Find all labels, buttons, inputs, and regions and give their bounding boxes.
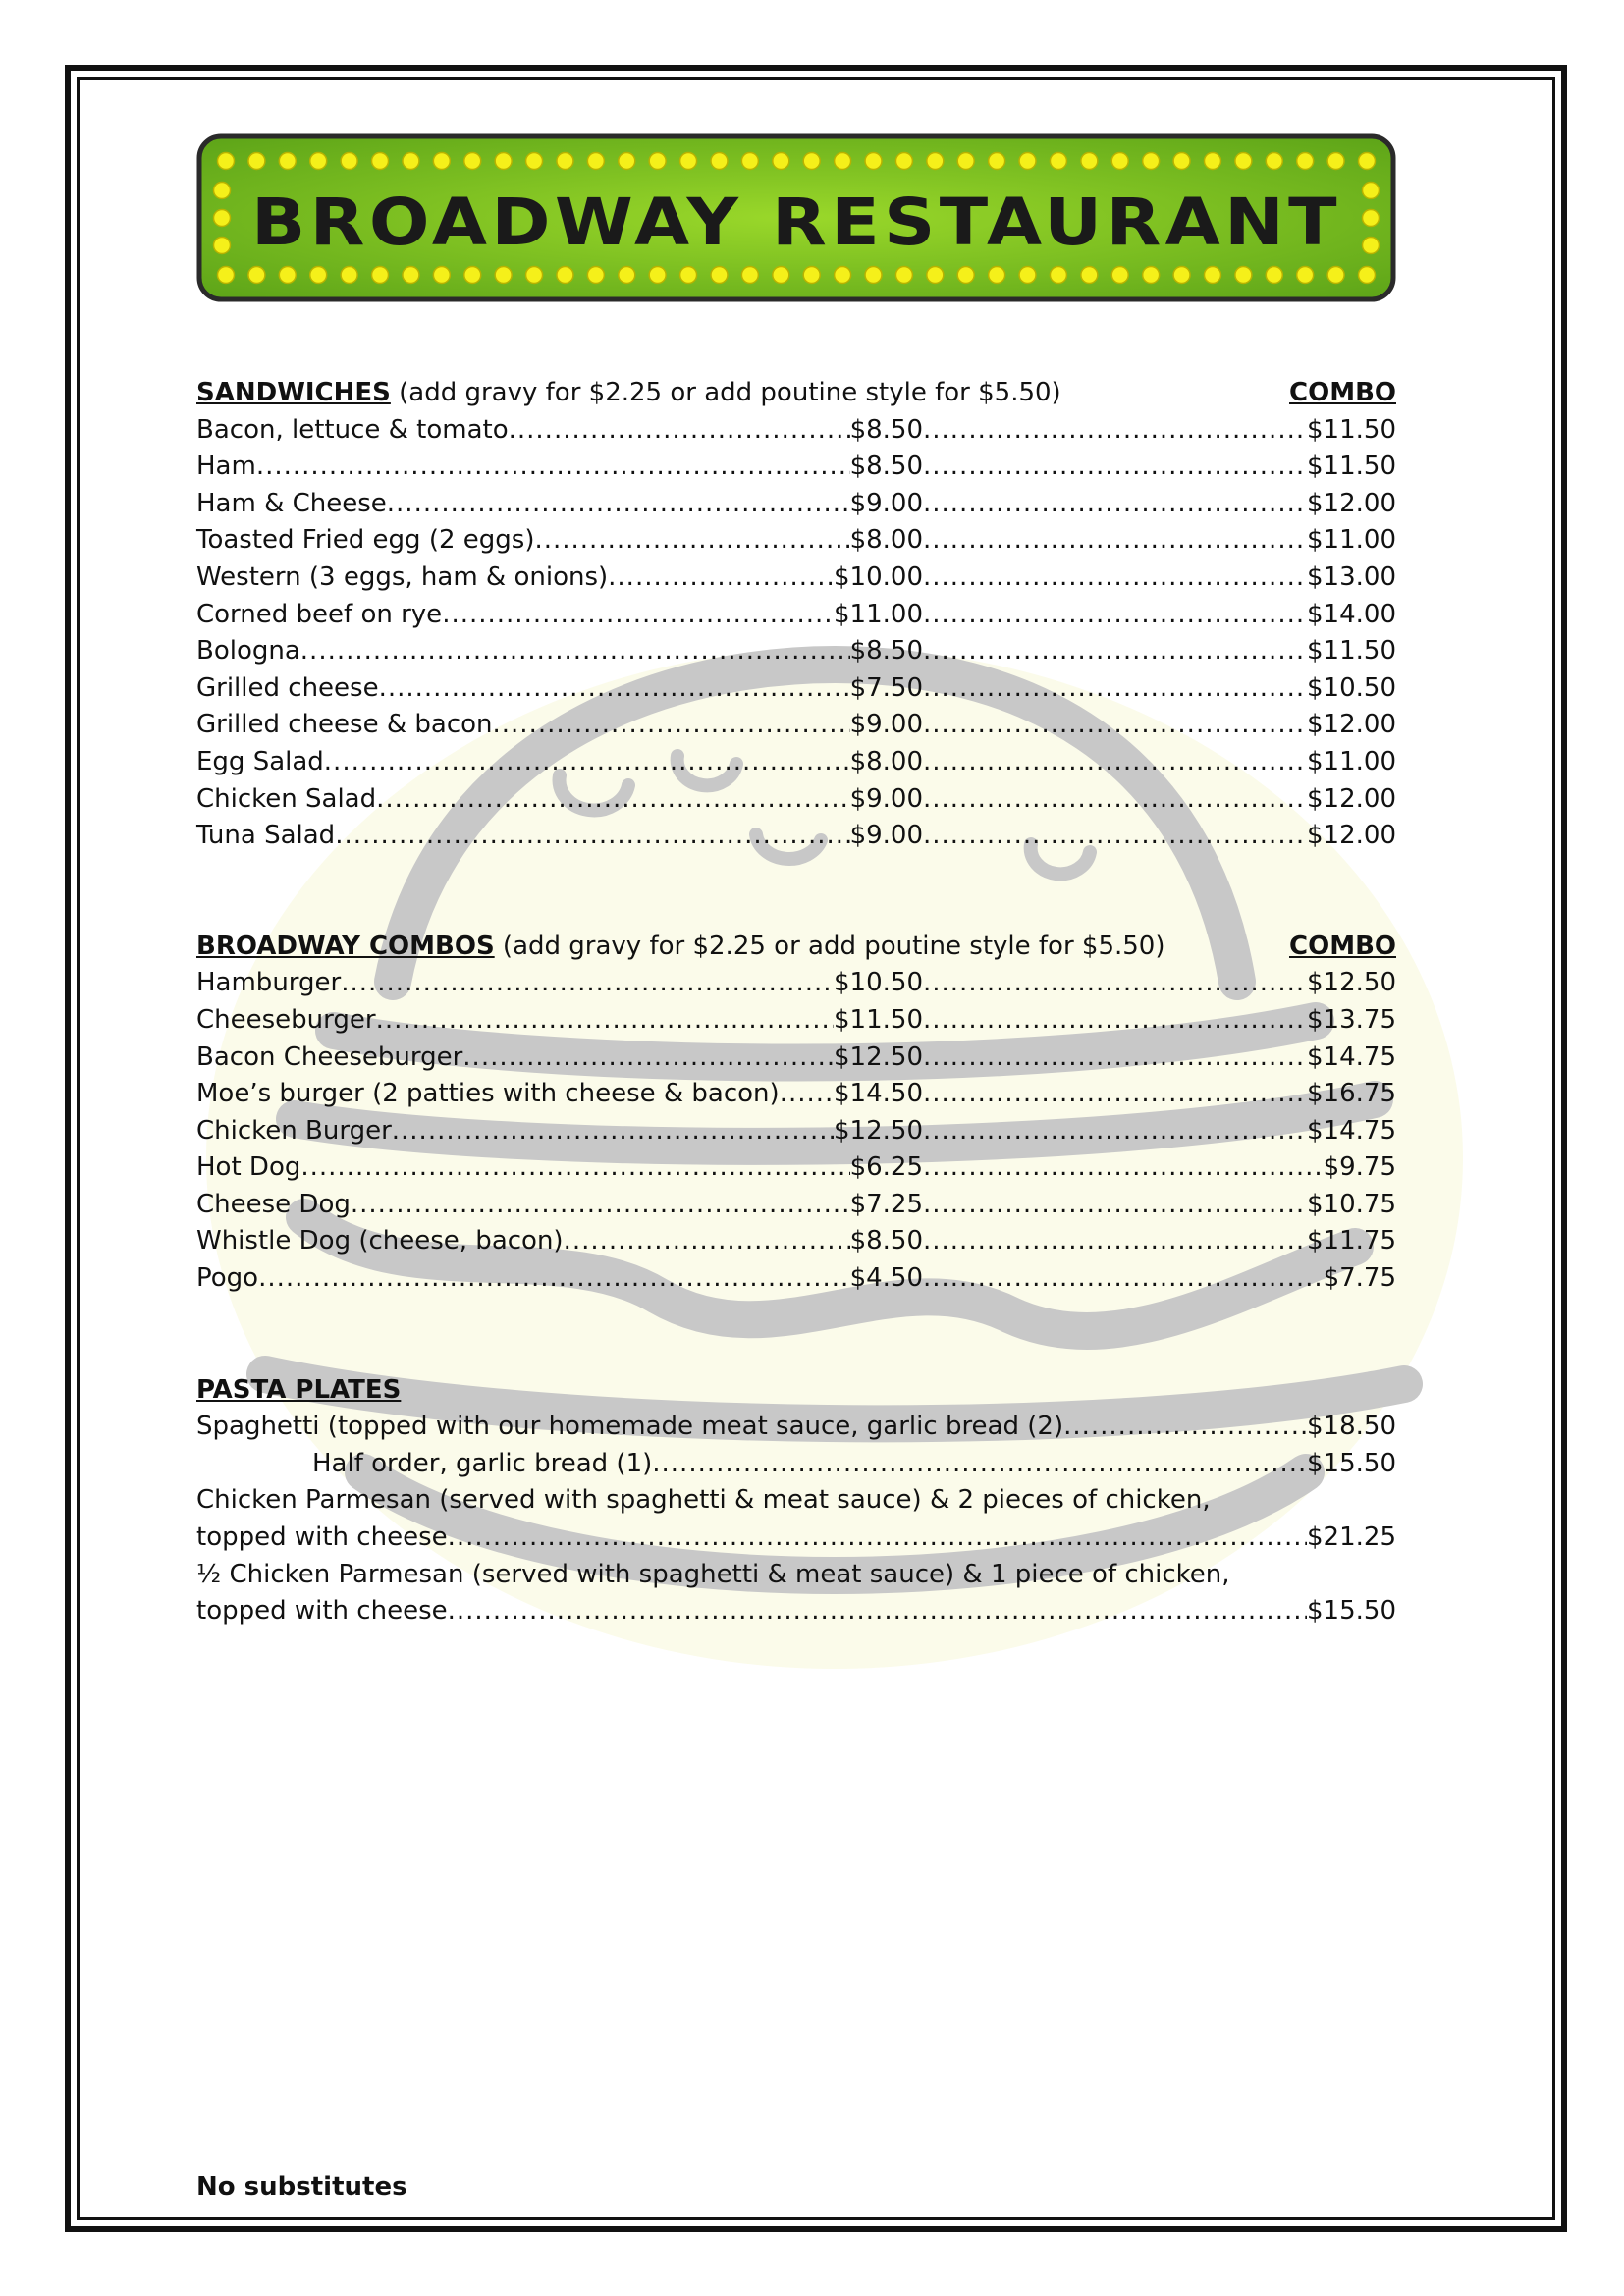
- dot-leader: [923, 449, 1307, 486]
- item-name: Hamburger: [196, 968, 342, 998]
- marquee-bulb-icon: [526, 153, 543, 170]
- item-price: $4.50: [849, 1263, 923, 1294]
- marquee-bulb-icon: [372, 267, 389, 284]
- item-name: Pogo: [196, 1263, 259, 1294]
- dot-leader: [379, 670, 850, 708]
- marquee-bulb-icon: [927, 153, 944, 170]
- marquee-bulb-icon: [1111, 267, 1128, 284]
- dot-leader: [923, 633, 1307, 670]
- dot-leader: [376, 781, 849, 819]
- item-name: Hot Dog: [196, 1152, 301, 1183]
- dot-leader: [493, 707, 850, 744]
- combo-price: $7.75: [1323, 1263, 1396, 1294]
- item-name: Ham & Cheese: [196, 488, 387, 518]
- dot-leader: [448, 1593, 1307, 1630]
- list-item: [196, 670, 1396, 708]
- pasta-header: [196, 1372, 1396, 1410]
- dot-leader: [923, 1149, 1324, 1187]
- combo-price: $11.50: [1307, 414, 1396, 445]
- item-name: Corned beef on rye: [196, 599, 443, 629]
- list-item: [196, 633, 1396, 670]
- marquee-bulb-icon: [279, 267, 296, 284]
- marquee-bulb-icon: [711, 267, 728, 284]
- marquee-bulb-icon: [619, 267, 635, 284]
- item-price: $8.50: [849, 414, 923, 445]
- item-description: Chicken Parmesan (served with spaghetti & meat sauce) & 2 pieces of chicken,: [196, 1485, 1211, 1516]
- combo-price: $11.75: [1307, 1226, 1396, 1256]
- item-name: Cheeseburger: [196, 1004, 376, 1035]
- marquee-bulb-icon: [557, 267, 573, 284]
- marquee-bulb-icon: [989, 267, 1005, 284]
- item-price: $6.25: [849, 1152, 923, 1183]
- section-note: (add gravy for $2.25 or add poutine style for $5.50): [494, 931, 1165, 961]
- marquee-bulb-icon: [680, 267, 697, 284]
- combo-price: $11.50: [1307, 452, 1396, 482]
- item-name: Toasted Fried egg (2 eggs): [196, 525, 535, 556]
- combo-price: $9.75: [1323, 1152, 1396, 1183]
- marquee-bulb-icon: [1363, 238, 1380, 254]
- marquee-bulb-icon: [957, 267, 974, 284]
- dot-leader: [780, 1076, 834, 1113]
- dot-leader: [335, 818, 849, 855]
- list-item: [196, 965, 1396, 1002]
- combo-column-header: COMBO: [1289, 378, 1396, 407]
- marquee-bulb-icon: [1019, 267, 1036, 284]
- item-name: Bacon, lettuce & tomato: [196, 414, 509, 445]
- marquee-bulb-icon: [865, 267, 882, 284]
- marquee-bulb-icon: [649, 153, 666, 170]
- item-name: Chicken Salad: [196, 783, 377, 814]
- list-item: [196, 412, 1396, 450]
- dot-leader: [442, 597, 834, 634]
- list-item: [196, 781, 1396, 819]
- item-name: Bacon Cheeseburger: [196, 1041, 463, 1072]
- item-price: $9.00: [849, 783, 923, 814]
- marquee-bulb-icon: [433, 153, 450, 170]
- dot-leader: [923, 597, 1307, 634]
- list-item: [196, 1409, 1396, 1446]
- marquee-bulb-icon: [310, 153, 327, 170]
- marquee-bulb-icon: [248, 153, 265, 170]
- dot-leader: [923, 965, 1307, 1002]
- marquee-bulb-icon: [1297, 153, 1314, 170]
- marquee-bulb-icon: [1173, 153, 1190, 170]
- marquee-bulb-icon: [741, 267, 758, 284]
- item-price: $8.50: [849, 452, 923, 482]
- marquee-bulb-icon: [835, 153, 851, 170]
- dot-leader: [923, 486, 1307, 523]
- combo-price: $14.00: [1307, 599, 1396, 629]
- list-item: [196, 1223, 1396, 1260]
- item-name: topped with cheese: [196, 1522, 448, 1553]
- dot-leader: [448, 1520, 1307, 1557]
- item-price: $15.50: [1307, 1448, 1396, 1478]
- sandwich-list: [196, 412, 1396, 855]
- dot-leader: [256, 449, 850, 486]
- marquee-bulb-icon: [1235, 267, 1252, 284]
- section-title: BROADWAY COMBOS: [196, 931, 495, 961]
- item-name: Half order, garlic bread (1): [312, 1448, 653, 1478]
- item-name: Whistle Dog (cheese, bacon): [196, 1226, 564, 1256]
- combo-price: $16.75: [1307, 1079, 1396, 1109]
- item-price: $8.50: [849, 1226, 923, 1256]
- dot-leader: [351, 1187, 850, 1224]
- list-item: [196, 1040, 1396, 1077]
- item-price: $9.00: [849, 488, 923, 518]
- dot-leader: [923, 1002, 1307, 1040]
- marquee-bulb-icon: [1204, 267, 1220, 284]
- item-name: Moe’s burger (2 patties with cheese & bacon): [196, 1079, 780, 1109]
- marquee-bulb-icon: [680, 153, 697, 170]
- dot-leader: [462, 1040, 834, 1077]
- marquee-bulb-icon: [1204, 153, 1220, 170]
- list-item: [196, 449, 1396, 486]
- marquee-bulb-icon: [1173, 267, 1190, 284]
- item-price: $21.25: [1307, 1522, 1396, 1553]
- dot-leader: [923, 818, 1307, 855]
- item-price: $10.00: [834, 561, 923, 592]
- list-item: [196, 1149, 1396, 1187]
- dot-leader: [509, 412, 850, 450]
- dot-leader: [387, 486, 850, 523]
- combo-price: $13.00: [1307, 561, 1396, 592]
- marquee-bulb-icon: [989, 153, 1005, 170]
- dot-leader: [923, 1187, 1307, 1224]
- marquee-bulb-icon: [865, 153, 882, 170]
- list-item: [196, 818, 1396, 855]
- item-price: $11.50: [834, 1004, 923, 1035]
- combo-price: $10.50: [1307, 672, 1396, 703]
- combo-price: $10.75: [1307, 1189, 1396, 1219]
- list-item: [196, 1187, 1396, 1224]
- list-item: [196, 522, 1396, 560]
- item-name: Egg Salad: [196, 746, 324, 776]
- marquee-bulb-icon: [248, 267, 265, 284]
- marquee-bulb-icon: [1359, 267, 1376, 284]
- marquee-bulb-icon: [773, 267, 789, 284]
- marquee-bulb-icon: [1297, 267, 1314, 284]
- marquee-bulb-icon: [214, 210, 231, 227]
- marquee-bulb-icon: [1359, 153, 1376, 170]
- marquee-bulb-icon: [279, 153, 296, 170]
- list-item: [196, 597, 1396, 634]
- item-price: $14.50: [834, 1079, 923, 1109]
- marquee-bulb-icon: [803, 267, 820, 284]
- item-name: Cheese Dog: [196, 1189, 351, 1219]
- combo-price: $12.00: [1307, 710, 1396, 740]
- combo-price: $11.00: [1307, 525, 1396, 556]
- marquee-bulb-icon: [1327, 267, 1344, 284]
- marquee-bulb-icon: [773, 153, 789, 170]
- marquee-bulb-icon: [495, 153, 512, 170]
- list-item: [196, 1076, 1396, 1113]
- marquee-bulb-icon: [433, 267, 450, 284]
- marquee-bulb-icon: [403, 153, 419, 170]
- list-item: [196, 486, 1396, 523]
- combo-price: $11.00: [1307, 746, 1396, 776]
- dot-leader: [1063, 1409, 1307, 1446]
- list-item: [196, 1260, 1396, 1298]
- marquee-bulb-icon: [403, 267, 419, 284]
- dot-leader: [376, 1002, 834, 1040]
- restaurant-name: BROADWAY RESTAURANT: [251, 185, 1341, 260]
- combos-header: [196, 929, 1396, 966]
- marquee-bulb-icon: [310, 267, 327, 284]
- item-price: $8.50: [849, 636, 923, 667]
- item-price: $8.00: [849, 746, 923, 776]
- item-price: $10.50: [834, 968, 923, 998]
- item-name: Bologna: [196, 636, 300, 667]
- dot-leader: [923, 1040, 1307, 1077]
- combo-list: [196, 965, 1396, 1297]
- combo-price: $12.00: [1307, 821, 1396, 851]
- combo-price: $12.00: [1307, 488, 1396, 518]
- marquee-bulb-icon: [1081, 153, 1098, 170]
- combo-price: $12.50: [1307, 968, 1396, 998]
- combo-price: $11.50: [1307, 636, 1396, 667]
- item-price: $12.50: [834, 1115, 923, 1146]
- dot-leader: [341, 965, 834, 1002]
- marquee-bulb-icon: [927, 267, 944, 284]
- dot-leader: [923, 781, 1307, 819]
- item-price: $15.50: [1307, 1596, 1396, 1627]
- list-item: [196, 1520, 1396, 1557]
- section-title: SANDWICHES: [196, 378, 391, 407]
- combo-price: $13.75: [1307, 1004, 1396, 1035]
- dot-leader: [923, 412, 1307, 450]
- marquee-bulb-icon: [1143, 153, 1160, 170]
- marquee-bulb-icon: [1266, 267, 1282, 284]
- item-name: topped with cheese: [196, 1596, 448, 1627]
- marquee-bulb-icon: [1327, 153, 1344, 170]
- item-name: Western (3 eggs, ham & onions): [196, 561, 609, 592]
- marquee-bulb-icon: [619, 153, 635, 170]
- list-item: [196, 707, 1396, 744]
- marquee-bulb-icon: [1266, 153, 1282, 170]
- marquee-bulb-icon: [526, 267, 543, 284]
- item-name: Grilled cheese & bacon: [196, 710, 493, 740]
- marquee-bulb-icon: [835, 267, 851, 284]
- marquee-bulb-icon: [1235, 153, 1252, 170]
- marquee-bulb-icon: [649, 267, 666, 284]
- dot-leader: [564, 1223, 850, 1260]
- item-price: $11.00: [834, 599, 923, 629]
- marquee-bulb-icon: [372, 153, 389, 170]
- marquee-bulb-icon: [214, 183, 231, 199]
- marquee-bulb-icon: [1363, 210, 1380, 227]
- combo-price: $14.75: [1307, 1041, 1396, 1072]
- marquee-bulb-icon: [1363, 183, 1380, 199]
- item-price: $7.50: [849, 672, 923, 703]
- marquee-bulb-icon: [557, 153, 573, 170]
- dot-leader: [923, 1076, 1307, 1113]
- section-title: PASTA PLATES: [196, 1374, 402, 1405]
- marquee-bulb-icon: [1050, 267, 1066, 284]
- dot-leader: [923, 744, 1307, 781]
- marquee-bulb-icon: [218, 153, 235, 170]
- combo-price: $14.75: [1307, 1115, 1396, 1146]
- item-description: ½ Chicken Parmesan (served with spaghetti & meat sauce) & 1 piece of chicken,: [196, 1559, 1230, 1589]
- item-price: $18.50: [1307, 1412, 1396, 1442]
- item-price: $7.25: [849, 1189, 923, 1219]
- dot-leader: [300, 1149, 849, 1187]
- marquee-bulb-icon: [587, 153, 604, 170]
- list-item: [196, 1593, 1396, 1630]
- item-name: Grilled cheese: [196, 672, 379, 703]
- marquee-bulb-icon: [1143, 267, 1160, 284]
- item-name: Tuna Salad: [196, 821, 336, 851]
- dot-leader: [923, 1260, 1324, 1298]
- marquee-bulb-icon: [895, 153, 912, 170]
- item-price: $12.50: [834, 1041, 923, 1072]
- marquee-bulb-icon: [341, 267, 357, 284]
- list-item: [196, 1446, 1396, 1483]
- dot-leader: [534, 522, 849, 560]
- marquee-bulb-icon: [1050, 153, 1066, 170]
- list-item: [196, 1113, 1396, 1150]
- marquee-bulb-icon: [495, 267, 512, 284]
- marquee-bulb-icon: [895, 267, 912, 284]
- footer-note: No substitutes: [196, 2172, 407, 2202]
- marquee-bulb-icon: [214, 238, 231, 254]
- dot-leader: [324, 744, 850, 781]
- list-item: [196, 744, 1396, 781]
- marquee-bulb-icon: [741, 153, 758, 170]
- marquee-bulb-icon: [711, 153, 728, 170]
- marquee-bulb-icon: [1081, 267, 1098, 284]
- marquee-bulb-icon: [464, 267, 481, 284]
- item-price: $8.00: [849, 525, 923, 556]
- marquee-bulb-icon: [587, 267, 604, 284]
- marquee-bulb-icon: [803, 153, 820, 170]
- dot-leader: [923, 707, 1307, 744]
- marquee-bulb-icon: [218, 267, 235, 284]
- dot-leader: [923, 522, 1307, 560]
- menu-content: [196, 375, 1396, 1630]
- marquee-bulb-icon: [341, 153, 357, 170]
- combo-column-header: COMBO: [1289, 931, 1396, 961]
- combo-price: $12.00: [1307, 783, 1396, 814]
- marquee-bulb-icon: [464, 153, 481, 170]
- dot-leader: [392, 1113, 834, 1150]
- item-price: $9.00: [849, 710, 923, 740]
- dot-leader: [923, 1113, 1307, 1150]
- dot-leader: [258, 1260, 849, 1298]
- sandwiches-header: [196, 375, 1396, 412]
- item-name: Ham: [196, 452, 256, 482]
- item-name: Chicken Burger: [196, 1115, 392, 1146]
- marquee-bulb-icon: [1019, 153, 1036, 170]
- dot-leader: [923, 560, 1307, 597]
- marquee-bulb-icon: [957, 153, 974, 170]
- list-item: [196, 560, 1396, 597]
- dot-leader: [300, 633, 850, 670]
- dot-leader: [608, 560, 834, 597]
- item-price: $9.00: [849, 821, 923, 851]
- marquee-bulb-icon: [1111, 153, 1128, 170]
- dot-leader: [923, 670, 1307, 708]
- list-item: [196, 1002, 1396, 1040]
- restaurant-banner: [196, 133, 1396, 302]
- dot-leader: [652, 1446, 1307, 1483]
- section-note: (add gravy for $2.25 or add poutine style for $5.50): [390, 378, 1061, 407]
- dot-leader: [923, 1223, 1307, 1260]
- item-name: Spaghetti (topped with our homemade meat sauce, garlic bread (2): [196, 1412, 1064, 1442]
